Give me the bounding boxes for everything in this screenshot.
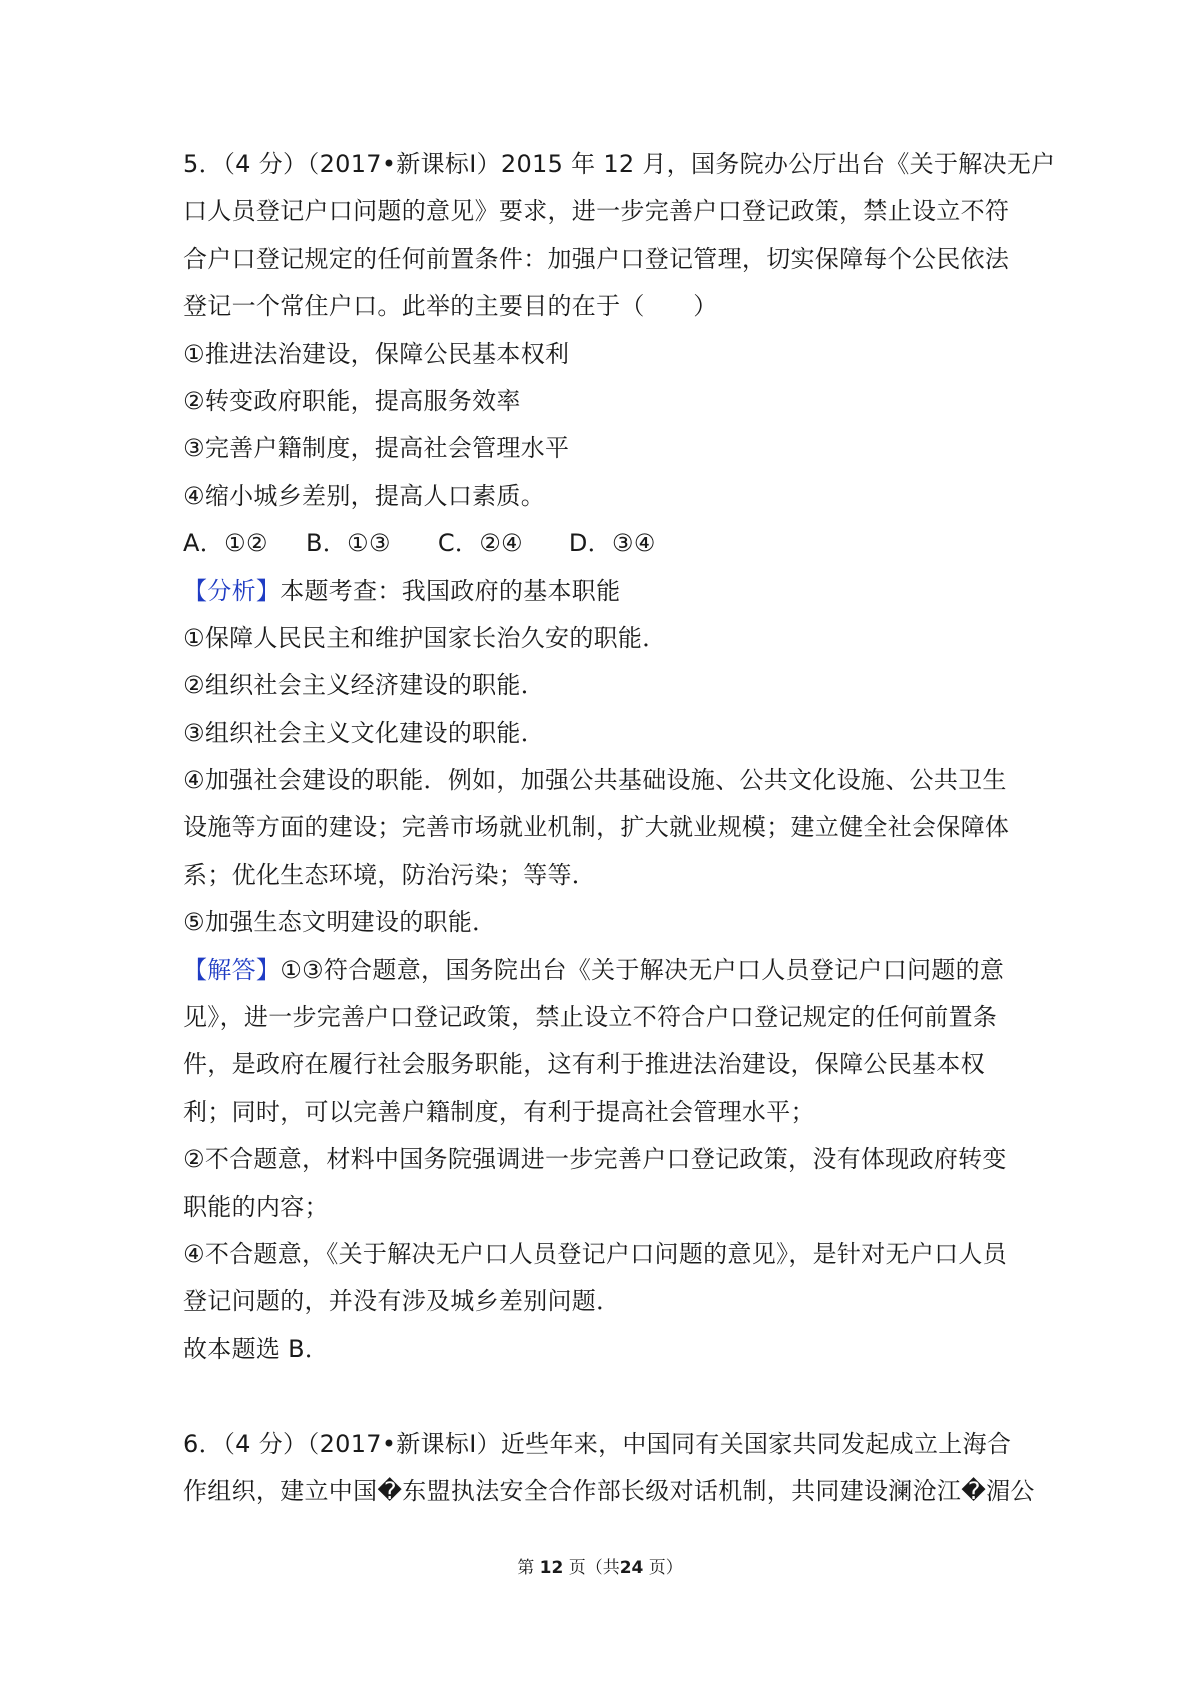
analysis-heading-line [183,568,1023,615]
analysis-line: 设施等方面的建设；完善市场就业机制，扩大就业规模；建立健全社会保障体 [183,813,1010,842]
question-5-line: 合户口登记规定的任何前置条件：加强户口登记管理，切实保障每个公民依法 [183,244,1010,273]
answer-line: 登记问题的，并没有涉及城乡差别问题． [183,1287,621,1316]
answer-heading-line [183,947,1023,994]
analysis-intro: 本题考查：我国政府的基本职能 [280,576,621,605]
option-a: A．①② [183,529,268,558]
question-5 [183,141,1056,1373]
analysis-line: ①保障人民民主和维护国家长治久安的职能． [183,623,667,652]
footer-total-pages: 24 [619,1558,644,1578]
question-5-line: 5．（4 分）（2017•新课标Ⅰ）2015 年 12 月，国务院办公厅出台《关于解决无户 [183,150,1056,178]
answer-conclusion: 故本题选 B． [183,1334,330,1363]
analysis-line: 系；优化生态环境，防治污染；等等． [183,860,597,889]
answer-line: 见》，进一步完善户口登记政策，禁止设立不符合户口登记规定的任何前置条 [183,1003,998,1032]
answer-line: 利；同时，可以完善户籍制度，有利于提高社会管理水平； [183,1097,815,1126]
analysis-line: ④加强社会建设的职能．例如，加强公共基础设施、公共文化设施、公共卫生 [183,766,1007,795]
answer-intro: ①③符合题意，国务院出台《关于解决无户口人员登记户口问题的意 [280,955,1005,984]
question-5-statement: ④缩小城乡差别，提高人口素质。 [183,481,546,510]
question-5-statement: ①推进法治建设，保障公民基本权利 [183,339,570,368]
footer-suffix: 页） [648,1558,683,1578]
option-b: B．①③ [305,529,391,558]
footer-middle: 页（共 [568,1558,620,1578]
question-6-line: 作组织，建立中国�东盟执法安全合作部长级对话机制，共同建设澜沧江�湄公 [183,1476,1035,1505]
question-5-options [183,520,1023,567]
answer-tag: 【解答】 [183,955,281,984]
analysis-line: ②组织社会主义经济建设的职能． [183,671,546,700]
answer-line: ②不合题意，材料中国务院强调进一步完善户口登记政策，没有体现政府转变 [183,1145,1007,1174]
question-5-statement: ③完善户籍制度，提高社会管理水平 [183,434,570,463]
analysis-line: ③组织社会主义文化建设的职能． [183,718,546,747]
answer-line: 职能的内容； [183,1192,329,1221]
question-5-line: 口人员登记户口问题的意见》要求，进一步完善户口登记政策，禁止设立不符 [183,197,1010,226]
option-d: D．③④ [568,529,656,558]
question-separator [183,1373,1023,1420]
question-5-line: 登记一个常住户口。此举的主要目的在于（ ） [183,292,718,321]
analysis-line: ⑤加强生态文明建设的职能． [183,908,497,937]
page-content [183,141,1056,1515]
question-6 [183,1421,1035,1516]
footer-page-number: 12 [539,1558,564,1578]
question-5-statement: ②转变政府职能，提高服务效率 [183,386,521,415]
analysis-tag: 【分析】 [183,576,281,605]
question-6-line: 6．（4 分）（2017•新课标Ⅰ）近些年来，中国同有关国家共同发起成立上海合 [183,1429,1012,1458]
option-c: C．②④ [437,529,523,558]
footer-prefix: 第 [517,1558,535,1578]
answer-line: ④不合题意，《关于解决无户口人员登记户口问题的意见》，是针对无户口人员 [183,1239,1008,1268]
page-footer [0,1553,1200,1578]
answer-line: 件，是政府在履行社会服务职能，这有利于推进法治建设，保障公民基本权 [183,1050,985,1079]
